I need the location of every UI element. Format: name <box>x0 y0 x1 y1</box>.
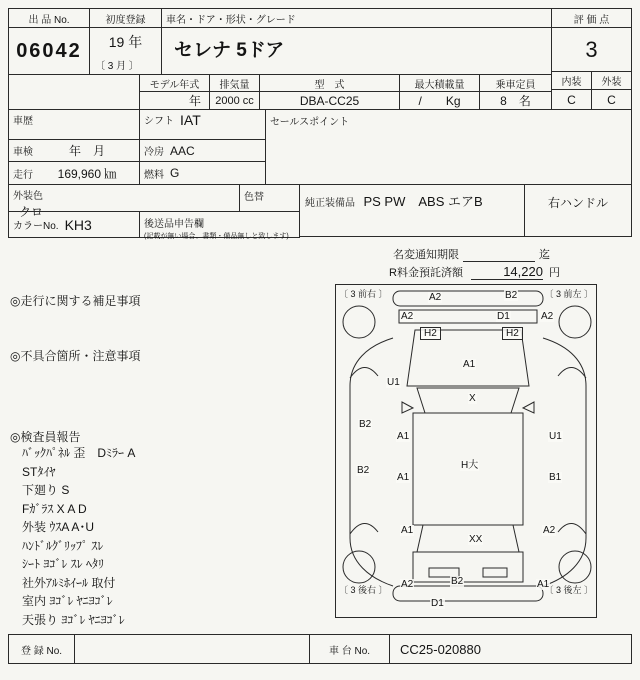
mileage-note-title: ◎走行に関する補足事項 <box>10 294 141 308</box>
spec-spacer-cell <box>8 74 140 110</box>
defect-title: ◎不具合箇所・注意事項 <box>10 349 141 363</box>
history-cell <box>8 109 140 140</box>
name-change-suffix: 迄 <box>539 249 550 261</box>
color-change-label: 色替 <box>244 192 264 203</box>
exterior-grade-header: 外装 <box>591 71 632 90</box>
inspector-line: Fｶﾞﾗｽ X A D <box>22 501 87 516</box>
capacity-header: 乗車定員 <box>479 74 552 92</box>
equipment-label: 純正装備品 <box>305 198 355 209</box>
diagram-mark: D1 <box>431 598 444 609</box>
fuel-label: 燃料 <box>144 169 164 181</box>
model-code-value: DBA-CC25 <box>259 91 400 110</box>
car-name-header: 車名・ドア・形状・グレード <box>161 8 552 28</box>
diagram-mark: U1 <box>549 431 562 442</box>
car-name-value: セレナ 5ドア <box>161 27 552 75</box>
diagram-mark: B2 <box>359 419 372 430</box>
ac-label: 冷房 <box>144 147 164 158</box>
diagram-mark: H大 <box>461 460 479 471</box>
inspector-lines <box>22 444 135 629</box>
inspector-line: ﾊﾞｯｸﾊﾟﾈﾙ 歪 Dﾐﾗｰ A <box>22 446 136 460</box>
tire-label-rear-right: 〔 3 後右 〕 <box>339 585 388 595</box>
steering-cell: 右ハンドル <box>524 184 632 237</box>
chassis-no-header: 車 台 No. <box>309 634 390 664</box>
diagram-mark: A2 <box>541 311 554 322</box>
diagram-mark: B2 <box>505 290 518 301</box>
inspection-value: 年 月 <box>68 144 105 158</box>
capacity-value: 8 名 <box>479 91 552 110</box>
diagram-mark: A1 <box>537 579 550 590</box>
ac-cell <box>139 139 266 162</box>
diagram-mark: D1 <box>497 311 510 322</box>
recycle-fee-row <box>389 264 560 280</box>
first-reg-month: 〔 3 月 〕 <box>95 61 139 72</box>
recycle-fee-label: R料金預託済額 <box>389 267 463 279</box>
later-goods-cell <box>139 211 300 238</box>
inspector-line: 外装 ｳｽA A･U <box>22 520 95 534</box>
diagram-mark: B1 <box>549 472 562 483</box>
shift-label: シフト <box>144 116 174 127</box>
diagram-mark: U1 <box>387 377 400 388</box>
diagram-mark: A1 <box>463 359 476 370</box>
sales-point-label: セールスポイント <box>270 117 350 128</box>
inspector-line: 社外ｱﾙﾐﾎｲｰﾙ 取付 <box>22 575 116 590</box>
color-change-cell <box>239 184 300 212</box>
shift-cell <box>139 109 266 140</box>
recycle-fee-unit: 円 <box>548 267 560 279</box>
diagram-mark: X <box>469 393 476 404</box>
inspector-line: STﾀｲﾔ <box>22 464 56 479</box>
registration-no-value <box>74 634 310 664</box>
mileage-label: 走行 <box>13 169 33 181</box>
displacement-value: 2000 cc <box>209 91 260 110</box>
max-load-value: / Kg <box>399 91 480 110</box>
inspector-line: 下廻り S <box>22 483 70 497</box>
inspector-line: ｼｰﾄ ﾖｺﾞﾚ ｽﾚ ﾍﾀﾘ <box>22 557 105 571</box>
inspector-line: 室内 ﾖｺﾞﾚ ﾔﾆﾖｺﾞﾚ <box>22 594 113 608</box>
exhibit-no-header: 出 品 No. <box>8 8 90 28</box>
score-header: 評 価 点 <box>551 8 632 28</box>
diagram-mark: H2 <box>420 327 441 340</box>
name-change-blank <box>463 250 535 262</box>
equipment-cell <box>299 184 525 237</box>
diagram-mark: A1 <box>401 525 414 536</box>
diagram-mark: B2 <box>357 465 370 476</box>
inspector-title: ◎検査員報告 <box>10 430 81 444</box>
registration-no-header: 登 録 No. <box>8 634 75 664</box>
ac-value: AAC <box>170 143 195 158</box>
color-no-label: カラーNo. <box>13 221 59 232</box>
shift-value: IAT <box>180 112 201 128</box>
interior-grade-header: 内装 <box>551 71 592 90</box>
first-registration-header: 初度登録 <box>89 8 162 28</box>
exterior-color-label: 外装色 <box>13 191 43 202</box>
inspection-label: 車検 <box>13 147 33 158</box>
color-no-cell <box>8 211 140 238</box>
diagram-mark: A1 <box>397 431 410 442</box>
exterior-color-cell <box>8 184 240 219</box>
fuel-cell <box>139 161 266 185</box>
later-goods-label: 後送品申告欄 <box>144 219 204 230</box>
diagram-mark: A2 <box>401 311 414 322</box>
diagram-mark: B2 <box>451 576 464 587</box>
diagram-mark: A1 <box>397 472 410 483</box>
name-change-label: 名変通知期限 <box>393 249 459 261</box>
history-label: 車歴 <box>13 116 33 127</box>
diagram-mark: A2 <box>543 525 556 536</box>
equipment-value: PS PW ABS エアB <box>363 194 483 209</box>
model-year-header: モデル年式 <box>139 74 210 92</box>
tire-label-front-left: 〔 3 前左 〕 <box>544 289 593 299</box>
model-code-header: 型 式 <box>259 74 400 92</box>
diagram-marks-layer <box>336 285 596 617</box>
score-value: 3 <box>551 27 632 72</box>
tire-label-front-right: 〔 3 前右 〕 <box>339 289 388 299</box>
exterior-grade-value: C <box>591 89 632 110</box>
interior-grade-value: C <box>551 89 592 110</box>
diagram-mark: A2 <box>401 579 414 590</box>
inspection-cell <box>8 139 140 162</box>
mileage-value: 169,960 ㎞ <box>57 166 117 181</box>
tire-label-rear-left: 〔 3 後左 〕 <box>544 585 593 595</box>
color-no-value: KH3 <box>64 216 92 233</box>
diagram-mark: H2 <box>502 327 523 340</box>
diagram-mark: A2 <box>429 292 442 303</box>
mileage-cell <box>8 161 140 185</box>
name-change-row <box>393 246 550 262</box>
displacement-header: 排気量 <box>209 74 260 92</box>
inspector-line: 天張り ﾖｺﾞﾚ ﾔﾆﾖｺﾞﾚ <box>22 612 125 627</box>
max-load-header: 最大積載量 <box>399 74 480 92</box>
car-condition-diagram <box>335 284 597 618</box>
model-year-value: 年 <box>139 91 210 110</box>
first-registration-value <box>89 27 162 75</box>
later-goods-note: (記載が無い場合、書類・備品無しと致します) <box>144 233 289 240</box>
recycle-fee-amount: 14,220 <box>471 264 543 280</box>
exhibit-no-value: 06042 <box>8 27 90 75</box>
diagram-mark: XX <box>469 534 483 545</box>
inspector-line: ﾊﾝﾄﾞﾙｸﾞﾘｯﾌﾟ ｽﾚ <box>22 538 104 553</box>
fuel-value: G <box>170 166 180 180</box>
exterior-color-value: クロ <box>19 205 44 219</box>
chassis-no-value: CC25-020880 <box>389 634 632 664</box>
first-reg-year: 19 年 <box>108 34 143 50</box>
sales-point-cell <box>265 109 632 185</box>
